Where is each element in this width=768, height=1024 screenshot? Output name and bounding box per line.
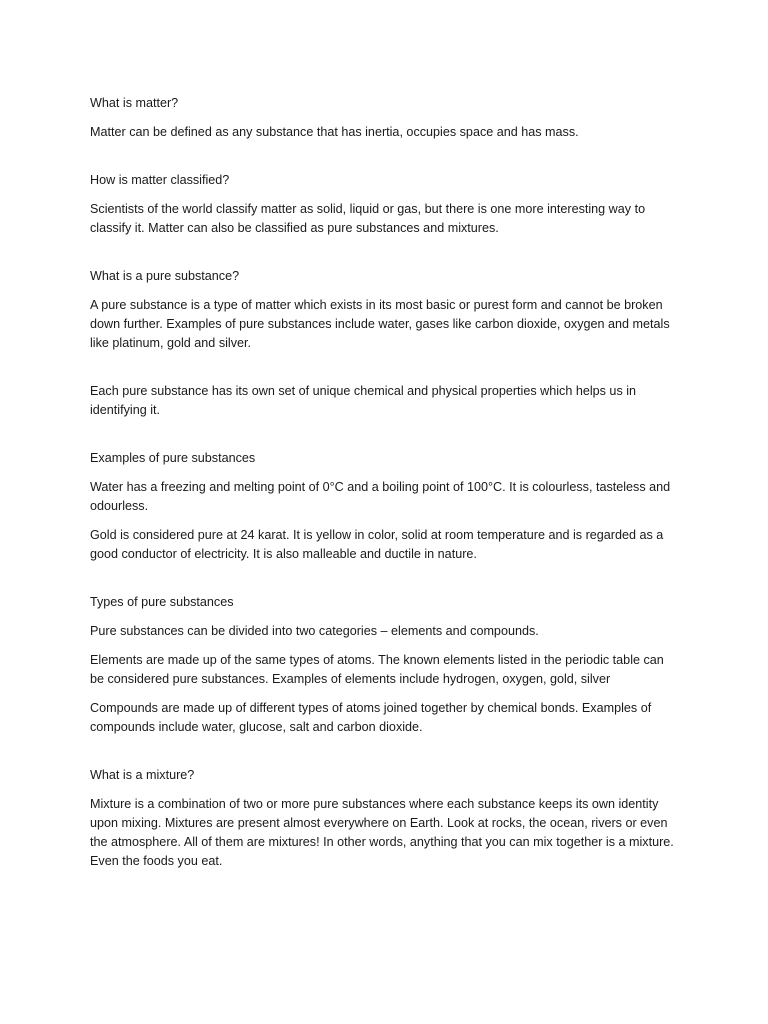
document-page bbox=[90, 94, 678, 871]
heading-what-is-mixture: What is a mixture? bbox=[90, 768, 195, 782]
heading-types-pure-substances: Types of pure substances bbox=[90, 595, 234, 609]
paragraph-mixture-definition: Mixture is a combination of two or more pure substances where each substance keeps its own identity upon mixing. Mixtures are present almost everywhere on Earth. Look at rocks, the ocean, rivers or even the atmosphere. All of them are mixtures! In other words, anything that you can mix together is a mixture. Even the foods you eat. bbox=[90, 797, 674, 868]
heading-what-is-matter: What is matter? bbox=[90, 96, 179, 110]
paragraph-matter-classification: Scientists of the world classify matter as solid, liquid or gas, but there is one more interesting way to classify it. Matter can also be classified as pure substances and mixtures. bbox=[90, 202, 646, 235]
paragraph-compounds: Compounds are made up of different types of atoms joined together by chemical bonds. Examples of compounds include water, glucose, salt and carbon dioxide. bbox=[90, 701, 652, 734]
paragraph-matter-definition: Matter can be defined as any substance that has inertia, occupies space and has mass. bbox=[90, 125, 579, 139]
paragraph-water-example: Water has a freezing and melting point of 0°C and a boiling point of 100°C. It is colourless, tasteless and odourless. bbox=[90, 480, 671, 513]
heading-matter-classified: How is matter classified? bbox=[90, 173, 230, 187]
paragraph-elements: Elements are made up of the same types of atoms. The known elements listed in the periodic table can be considered pure substances. Examples of elements include hydrogen, oxygen, gold, silver bbox=[90, 653, 664, 686]
heading-pure-substance: What is a pure substance? bbox=[90, 269, 240, 283]
paragraph-gold-example: Gold is considered pure at 24 karat. It is yellow in color, solid at room temperature and is regarded as a good conductor of electricity. It is also malleable and ductile in nature. bbox=[90, 528, 664, 561]
paragraph-pure-substance-definition: A pure substance is a type of matter which exists in its most basic or purest form and cannot be broken down further. Examples of pure substances include water, gases like carbon dioxide, oxygen and metals like platinum, gold and silver. bbox=[90, 298, 670, 350]
paragraph-categories: Pure substances can be divided into two categories – elements and compounds. bbox=[90, 624, 539, 638]
heading-examples-pure-substances: Examples of pure substances bbox=[90, 451, 256, 465]
paragraph-pure-substance-properties: Each pure substance has its own set of unique chemical and physical properties which helps us in identifying it. bbox=[90, 384, 637, 417]
